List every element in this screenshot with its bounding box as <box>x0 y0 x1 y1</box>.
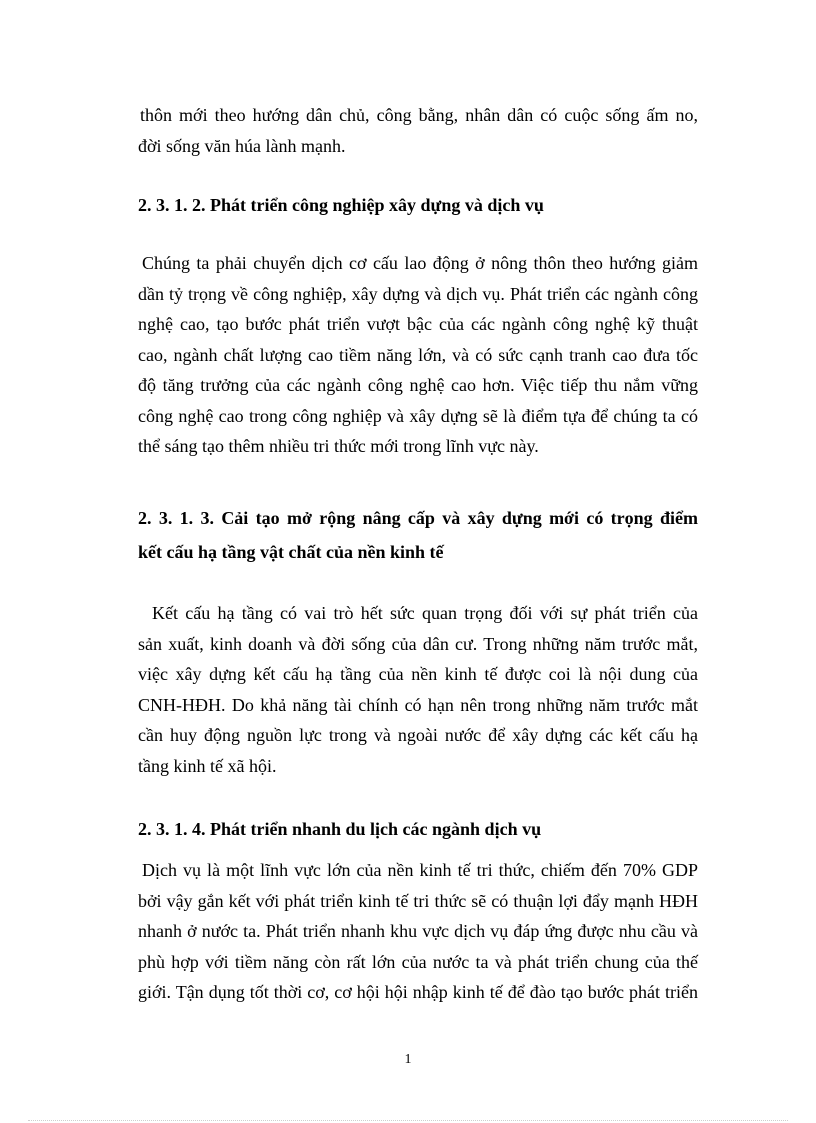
section-heading-2-3-1-2 <box>138 190 698 221</box>
text-line: Kết cấu hạ tầng có vai trò hết sức quan trọng đối với sự phát triển của <box>152 603 698 623</box>
text-line: việc xây dựng kết cấu hạ tầng của nền kinh tế được coi là nội dung của <box>138 664 698 684</box>
page-number: 1 <box>404 1052 412 1067</box>
heading-line: kết cấu hạ tầng vật chất của nền kinh tế <box>138 542 444 562</box>
paragraph-services <box>138 855 698 1008</box>
text-line: Chúng ta phải chuyển dịch cơ cấu lao động ở nông thôn theo hướng giảm <box>142 253 698 273</box>
text-line: nghệ cao, tạo bước phát triển vượt bậc của các ngành công nghệ kỹ thuật <box>138 314 698 334</box>
text-line: nhanh ở nước ta. Phát triển nhanh khu vực dịch vụ đáp ứng được nhu cầu và <box>138 921 698 941</box>
text-line: thôn mới theo hướng dân chủ, công bằng, nhân dân có cuộc sống ấm no, <box>140 105 698 125</box>
text-line: thể sáng tạo thêm nhiều tri thức mới trong lĩnh vực này. <box>138 436 539 456</box>
text-line: Dịch vụ là một lĩnh vực lớn của nền kinh tế tri thức, chiếm đến 70% GDP <box>142 860 698 880</box>
text-line: phù hợp với tiềm năng còn rất lớn của nước ta và phát triển chung của thế <box>138 951 698 972</box>
text-line: độ tăng trưởng của các ngành công nghệ cao hơn. Việc tiếp thu nắm vững <box>138 375 698 395</box>
paragraph-industry <box>138 248 698 462</box>
text-line: công nghệ cao trong công nghiệp và xây dựng sẽ là điểm tựa để chúng ta có <box>138 405 698 426</box>
text-line: tầng kinh tế xã hội. <box>138 755 277 776</box>
paragraph-intro-continued <box>138 100 698 161</box>
text-line: sản xuất, kinh doanh và đời sống của dân cư. Trong những năm trước mắt, <box>138 633 698 654</box>
paragraph-infrastructure <box>138 598 698 781</box>
heading-line: 2. 3. 1. 3. Cải tạo mở rộng nâng cấp và xây dựng mới có trọng điểm <box>138 508 698 528</box>
text-line: dần tỷ trọng về công nghiệp, xây dựng và dịch vụ. Phát triển các ngành công <box>138 283 698 304</box>
page-bottom-divider <box>28 1120 788 1121</box>
section-heading-2-3-1-3 <box>138 503 698 568</box>
heading-line: 2. 3. 1. 2. Phát triển công nghiệp xây dựng và dịch vụ <box>138 195 544 215</box>
text-line: bởi vậy gắn kết với phát triển kinh tế tri thức sẽ có thuận lợi đẩy mạnh HĐH <box>138 890 698 911</box>
text-line: cần huy động nguồn lực trong và ngoài nước để xây dựng các kết cấu hạ <box>138 725 698 745</box>
text-line: CNH-HĐH. Do khả năng tài chính có hạn nên trong những năm trước mắt <box>138 694 698 715</box>
text-line: giới. Tận dụng tốt thời cơ, cơ hội hội nhập kinh tế để đào tạo bước phát triển <box>138 982 698 1002</box>
text-line: đời sống văn húa lành mạnh. <box>138 135 346 156</box>
heading-line: 2. 3. 1. 4. Phát triển nhanh du lịch các ngành dịch vụ <box>138 819 542 839</box>
text-line: cao, ngành chất lượng cao tiềm năng lớn, và có sức cạnh tranh cao đưa tốc <box>138 344 698 365</box>
section-heading-2-3-1-4 <box>138 814 698 845</box>
